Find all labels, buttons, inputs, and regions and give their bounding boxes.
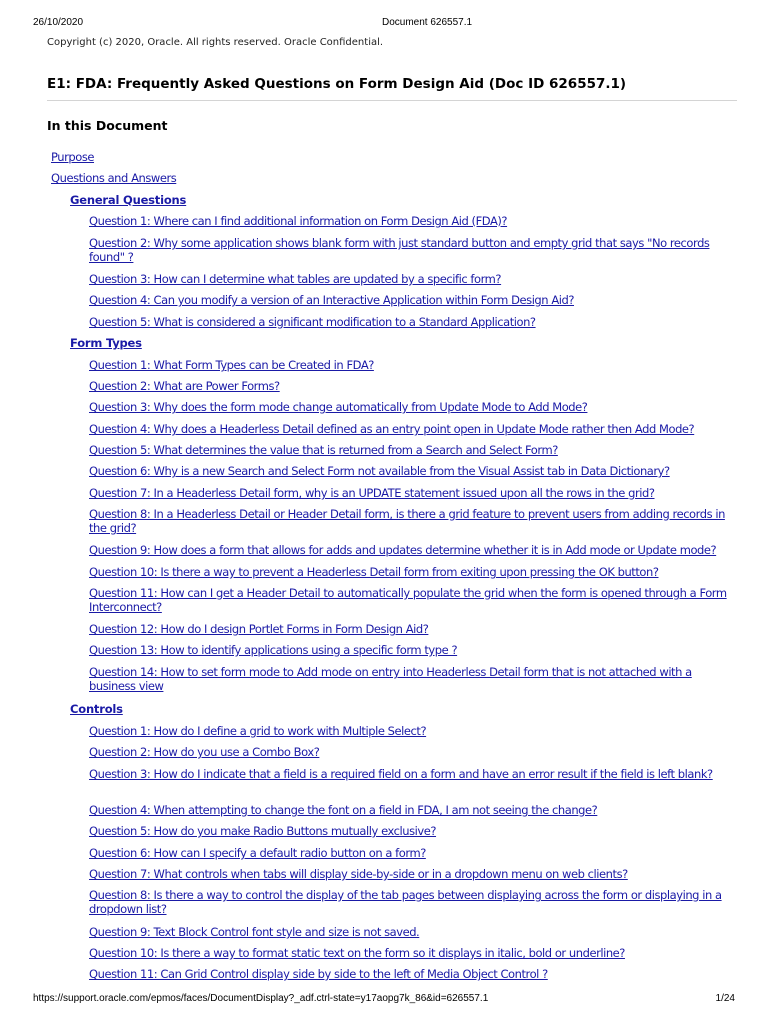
toc-link-controls-q6[interactable]: Question 6: How can I specify a default radio button on a form? [89, 846, 426, 860]
toc-link-form-types-q7[interactable]: Question 7: In a Headerless Detail form, why is an UPDATE statement issued upon all the rows in the grid? [89, 486, 655, 500]
toc-link-purpose[interactable]: Purpose [51, 150, 95, 164]
print-footer [33, 993, 735, 1007]
toc-link-form-types-q2[interactable]: Question 2: What are Power Forms? [89, 379, 280, 393]
toc-link-controls-q3[interactable]: Question 3: How do I indicate that a field is a required field on a form and have an error result if the field is left blank? [89, 767, 713, 781]
copyright-notice: Copyright (c) 2020, Oracle. All rights reserved. Oracle Confidential. [47, 37, 384, 48]
print-date: 26/10/2020 [33, 17, 84, 28]
toc-link-controls-q9[interactable]: Question 9: Text Block Control font style and size is not saved. [89, 925, 420, 939]
toc-link-form-types-q1[interactable]: Question 1: What Form Types can be Created in FDA? [89, 358, 374, 372]
toc-link-controls-q7[interactable]: Question 7: What controls when tabs will display side-by-side or in a dropdown menu on web clients? [89, 867, 628, 881]
toc-link-form-types[interactable]: Form Types [70, 336, 142, 350]
toc-link-general-questions[interactable]: General Questions [70, 193, 187, 207]
toc-link-form-types-q6[interactable]: Question 6: Why is a new Search and Select Form not available from the Visual Assist tab in Data Dictionary? [89, 464, 670, 478]
toc-link-form-types-q12[interactable]: Question 12: How do I design Portlet Forms in Form Design Aid? [89, 622, 429, 636]
print-header [33, 17, 733, 31]
toc-link-controls-q5[interactable]: Question 5: How do you make Radio Buttons mutually exclusive? [89, 824, 437, 838]
toc-link-controls[interactable]: Controls [70, 702, 123, 716]
toc-link-general-q3[interactable]: Question 3: How can I determine what tables are updated by a specific form? [89, 272, 502, 286]
page-number: 1/24 [715, 993, 735, 1004]
toc-link-form-types-q13[interactable]: Question 13: How to identify applications using a specific form type ? [89, 643, 458, 657]
toc-link-form-types-q4[interactable]: Question 4: Why does a Headerless Detail defined as an entry point open in Update Mode rather then Add Mode? [89, 422, 695, 436]
toc-link-controls-q11[interactable]: Question 11: Can Grid Control display side by side to the left of Media Object Control ? [89, 967, 548, 981]
toc-link-controls-q2[interactable]: Question 2: How do you use a Combo Box? [89, 745, 320, 759]
toc-link-general-q2[interactable]: Question 2: Why some application shows blank form with just standard button and empty grid that says "No records found" ? [89, 236, 710, 264]
toc-link-form-types-q8[interactable]: Question 8: In a Headerless Detail or Header Detail form, is there a grid feature to prevent users from adding records in the grid? [89, 507, 725, 535]
toc-link-controls-q10[interactable]: Question 10: Is there a way to format static text on the form so it displays in italic, bold or underline? [89, 946, 625, 960]
toc-link-controls-q8[interactable]: Question 8: Is there a way to control the display of the tab pages between displaying across the form or displaying in a dropdown list? [89, 888, 722, 916]
print-url: https://support.oracle.com/epmos/faces/DocumentDisplay?_adf.ctrl-state=y17aopg7k_86&id=626557.1 [33, 993, 489, 1004]
toc-link-questions-and-answers[interactable]: Questions and Answers [51, 171, 177, 185]
toc-link-form-types-q11[interactable]: Question 11: How can I get a Header Detail to automatically populate the grid when the form is opened through a Form Interconnect? [89, 586, 727, 614]
toc-link-controls-q4[interactable]: Question 4: When attempting to change the font on a field in FDA, I am not seeing the change? [89, 803, 598, 817]
toc-link-form-types-q10[interactable]: Question 10: Is there a way to prevent a Headerless Detail form from exiting upon pressing the OK button? [89, 565, 659, 579]
page-title: E1: FDA: Frequently Asked Questions on Form Design Aid (Doc ID 626557.1) [47, 76, 737, 101]
toc-link-form-types-q5[interactable]: Question 5: What determines the value that is returned from a Search and Select Form? [89, 443, 558, 457]
toc-link-form-types-q9[interactable]: Question 9: How does a form that allows for adds and updates determine whether it is in Add mode or Update mode? [89, 543, 717, 557]
toc-link-form-types-q14[interactable]: Question 14: How to set form mode to Add mode on entry into Headerless Detail form that is not attached with a business view [89, 665, 692, 693]
toc-link-general-q1[interactable]: Question 1: Where can I find additional information on Form Design Aid (FDA)? [89, 214, 508, 228]
in-this-document-heading: In this Document [47, 118, 168, 133]
toc-link-general-q4[interactable]: Question 4: Can you modify a version of an Interactive Application within Form Design Aid? [89, 293, 574, 307]
toc-link-general-q5[interactable]: Question 5: What is considered a significant modification to a Standard Application? [89, 315, 536, 329]
print-document-name: Document 626557.1 [382, 17, 473, 28]
toc-link-controls-q1[interactable]: Question 1: How do I define a grid to work with Multiple Select? [89, 724, 427, 738]
toc-link-form-types-q3[interactable]: Question 3: Why does the form mode change automatically from Update Mode to Add Mode? [89, 400, 588, 414]
